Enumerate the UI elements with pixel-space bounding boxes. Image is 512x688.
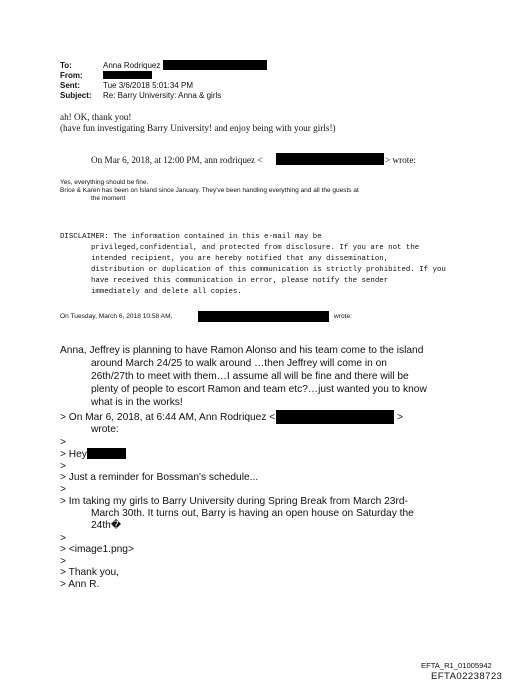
disclaimer-line: distribution or duplication of this communication is strictly prohibited. If you xyxy=(91,266,446,274)
to-value: Anna Rodriquez xyxy=(103,61,161,70)
sent-value: Tue 3/6/2018 5:01:34 PM xyxy=(103,81,193,90)
disclaimer-line: immediately and delete all copies. xyxy=(91,288,242,296)
quote-intro: > On Mar 6, 2018, at 6:44 AM, Ann Rodriquez < xyxy=(60,412,276,423)
quote-text: what is in the works! xyxy=(91,397,183,408)
quote-text: 24th� xyxy=(91,520,122,531)
redaction-box xyxy=(198,311,329,322)
redaction-box xyxy=(276,153,384,165)
quote-marker: > xyxy=(60,533,66,544)
disclaimer-line: privileged,confidential, and protected from disclosure. If you are not the xyxy=(91,244,420,252)
subject-value: Re: Barry University: Anna & girls xyxy=(103,91,222,100)
redaction-box xyxy=(87,448,126,459)
quote-text: > Ann R. xyxy=(60,579,100,590)
quote-text: 26th/27th to meet with them…I assume all will be fine and there will be xyxy=(91,371,409,382)
quote-text: around March 24/25 to walk around …then Jeffrey will come in on xyxy=(91,358,387,369)
reply-line: (have fun investigating Barry University! and enjoy being with your girls!) xyxy=(60,123,336,133)
quote-intro: > wrote: xyxy=(385,155,416,165)
quote-text: Anna, Jeffrey is planning to have Ramon Alonso and his team come to the island xyxy=(60,345,424,356)
quote-intro: wrote: xyxy=(91,424,119,435)
quote-text: > Just a reminder for Bossman's schedule... xyxy=(60,472,259,483)
bates-number-2: EFTA02238723 xyxy=(431,671,503,682)
redaction-box xyxy=(163,60,267,70)
quote-text: March 30th. It turns out, Barry is having an open house on Saturday the xyxy=(91,508,414,519)
quote-marker: > xyxy=(60,484,66,495)
redaction-box xyxy=(103,71,152,79)
disclaimer-line: DISCLAIMER: The information contained in this e-mail may be xyxy=(60,233,322,241)
quote-text: Brice & Karen has been on Island since January. They've been handling everything and all the guests at xyxy=(60,187,359,194)
quote-marker: > xyxy=(60,437,66,448)
reply-line: ah! OK, thank you! xyxy=(60,112,132,122)
quote-marker: > xyxy=(60,461,66,472)
quote-text: > Im taking my girls to Barry University during Spring Break from March 23rd- xyxy=(60,496,408,507)
quote-intro: On Tuesday, March 6, 2018 10:58 AM, xyxy=(60,313,173,320)
disclaimer-line: intended recipient, you are hereby notified that any dissemination, xyxy=(91,255,389,263)
sent-label: Sent: xyxy=(60,81,80,90)
quote-text: > <image1.png> xyxy=(60,544,134,555)
bates-number-1: EFTA_R1_01005942 xyxy=(421,661,492,670)
quote-text: > Hey xyxy=(60,449,87,460)
quote-text: plenty of people to escort Ramon and team etc?…just wanted you to know xyxy=(91,384,427,395)
from-label: From: xyxy=(60,71,83,80)
subject-label: Subject: xyxy=(60,91,92,100)
quote-text: > Thank you, xyxy=(60,567,119,578)
quote-marker: > xyxy=(60,556,66,567)
quote-text: Yes, everything should be fine. xyxy=(60,179,149,186)
quote-text: the moment xyxy=(91,195,126,202)
redaction-box xyxy=(276,410,394,424)
quote-intro: > xyxy=(397,412,403,423)
quote-intro: On Mar 6, 2018, at 12:00 PM, ann rodriquez < xyxy=(91,155,263,165)
quote-intro: wrote: xyxy=(334,313,352,320)
to-label: To: xyxy=(60,61,72,70)
disclaimer-line: have received this communication in error, please notify the sender xyxy=(91,277,389,285)
